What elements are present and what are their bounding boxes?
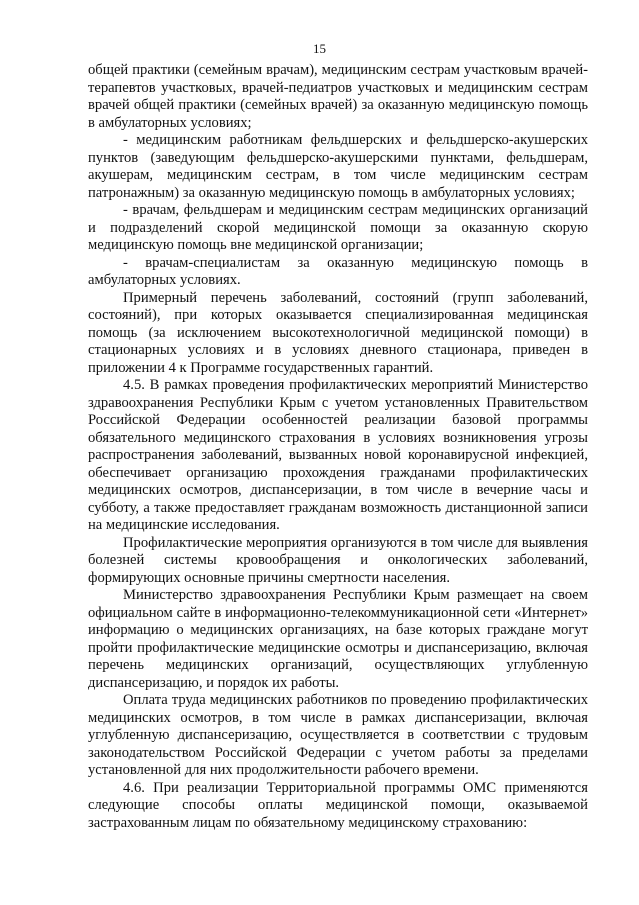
paragraph-labor-payment: Оплата труда медицинских работников по проведению профилактических медицинских осмотров, в том числе в рамках диспансеризации, включая углубленную диспансеризацию, осуществляется в соответствии с трудовым законодательством Российской Федерации с учетом работы за пределами установленной для них продолжительности рабочего времени. bbox=[88, 692, 588, 778]
page-number: 15 bbox=[313, 41, 326, 56]
paragraph-disease-list: Примерный перечень заболеваний, состояний (групп заболеваний, состояний), при которых оказывается специализированная медицинская помощь (за исключением высокотехнологичной медицинской помощи) в стационарных условиях и в условиях дневного стационара, приведен в приложении 4 к Программе государственных гарантий. bbox=[88, 289, 588, 376]
document-body bbox=[88, 62, 588, 832]
paragraph-continued: общей практики (семейным врачам), медицинским сестрам участковым врачей-терапевтов участковых, врачей-педиатров участковых и медицинским сестрам врачей общей практики (семейных врачей) за оказанную медицинскую помощь в амбулаторных условиях; bbox=[88, 62, 588, 131]
paragraph-section-4-5: 4.5. В рамках проведения профилактических мероприятий Министерство здравоохранения Республики Крым с учетом установленных Правительством Российской Федерации особенностей реализации базовой программы обязательного медицинского страхования в условиях возникновения угрозы распространения заболеваний, вызванных новой коронавирусной инфекцией, обеспечивает организацию прохождения гражданами профилактических медицинских осмотров, диспансеризации, в том числе в вечерние часы и субботу, а также предоставляет гражданам возможность дистанционной записи на медицинские исследования. bbox=[88, 377, 588, 533]
list-item-feldsher-points: - медицинским работникам фельдшерских и фельдшерско-акушерских пунктов (заведующим фельдшерско-акушерскими пунктами, фельдшерам, акушерам, медицинским сестрам, в том числе медицинским сестрам патронажным) за оказанную медицинскую помощь в амбулаторных условиях; bbox=[88, 132, 588, 201]
list-item-specialists: - врачам-специалистам за оказанную медицинскую помощь в амбулаторных условиях. bbox=[88, 254, 588, 288]
list-item-emergency-care: - врачам, фельдшерам и медицинским сестрам медицинских организаций и подразделений скорой медицинской помощи за оказанную скорую медицинскую помощь вне медицинской организации; bbox=[88, 202, 588, 253]
paragraph-preventive-measures: Профилактические мероприятия организуются в том числе для выявления болезней системы кровообращения и онкологических заболеваний, формирующих основные причины смертности населения. bbox=[88, 534, 588, 586]
paragraph-section-4-6: 4.6. При реализации Территориальной программы ОМС применяются следующие способы оплаты медицинской помощи, оказываемой застрахованным лицам по обязательному медицинскому страхованию: bbox=[88, 779, 588, 831]
paragraph-ministry-website: Министерство здравоохранения Республики Крым размещает на своем официальном сайте в информационно-телекоммуникационной сети «Интернет» информацию о медицинских организациях, на базе которых граждане могут пройти профилактические медицинские осмотры и диспансеризацию, включая перечень медицинских организаций, осуществляющих углубленную диспансеризацию, и порядок их работы. bbox=[88, 587, 588, 691]
